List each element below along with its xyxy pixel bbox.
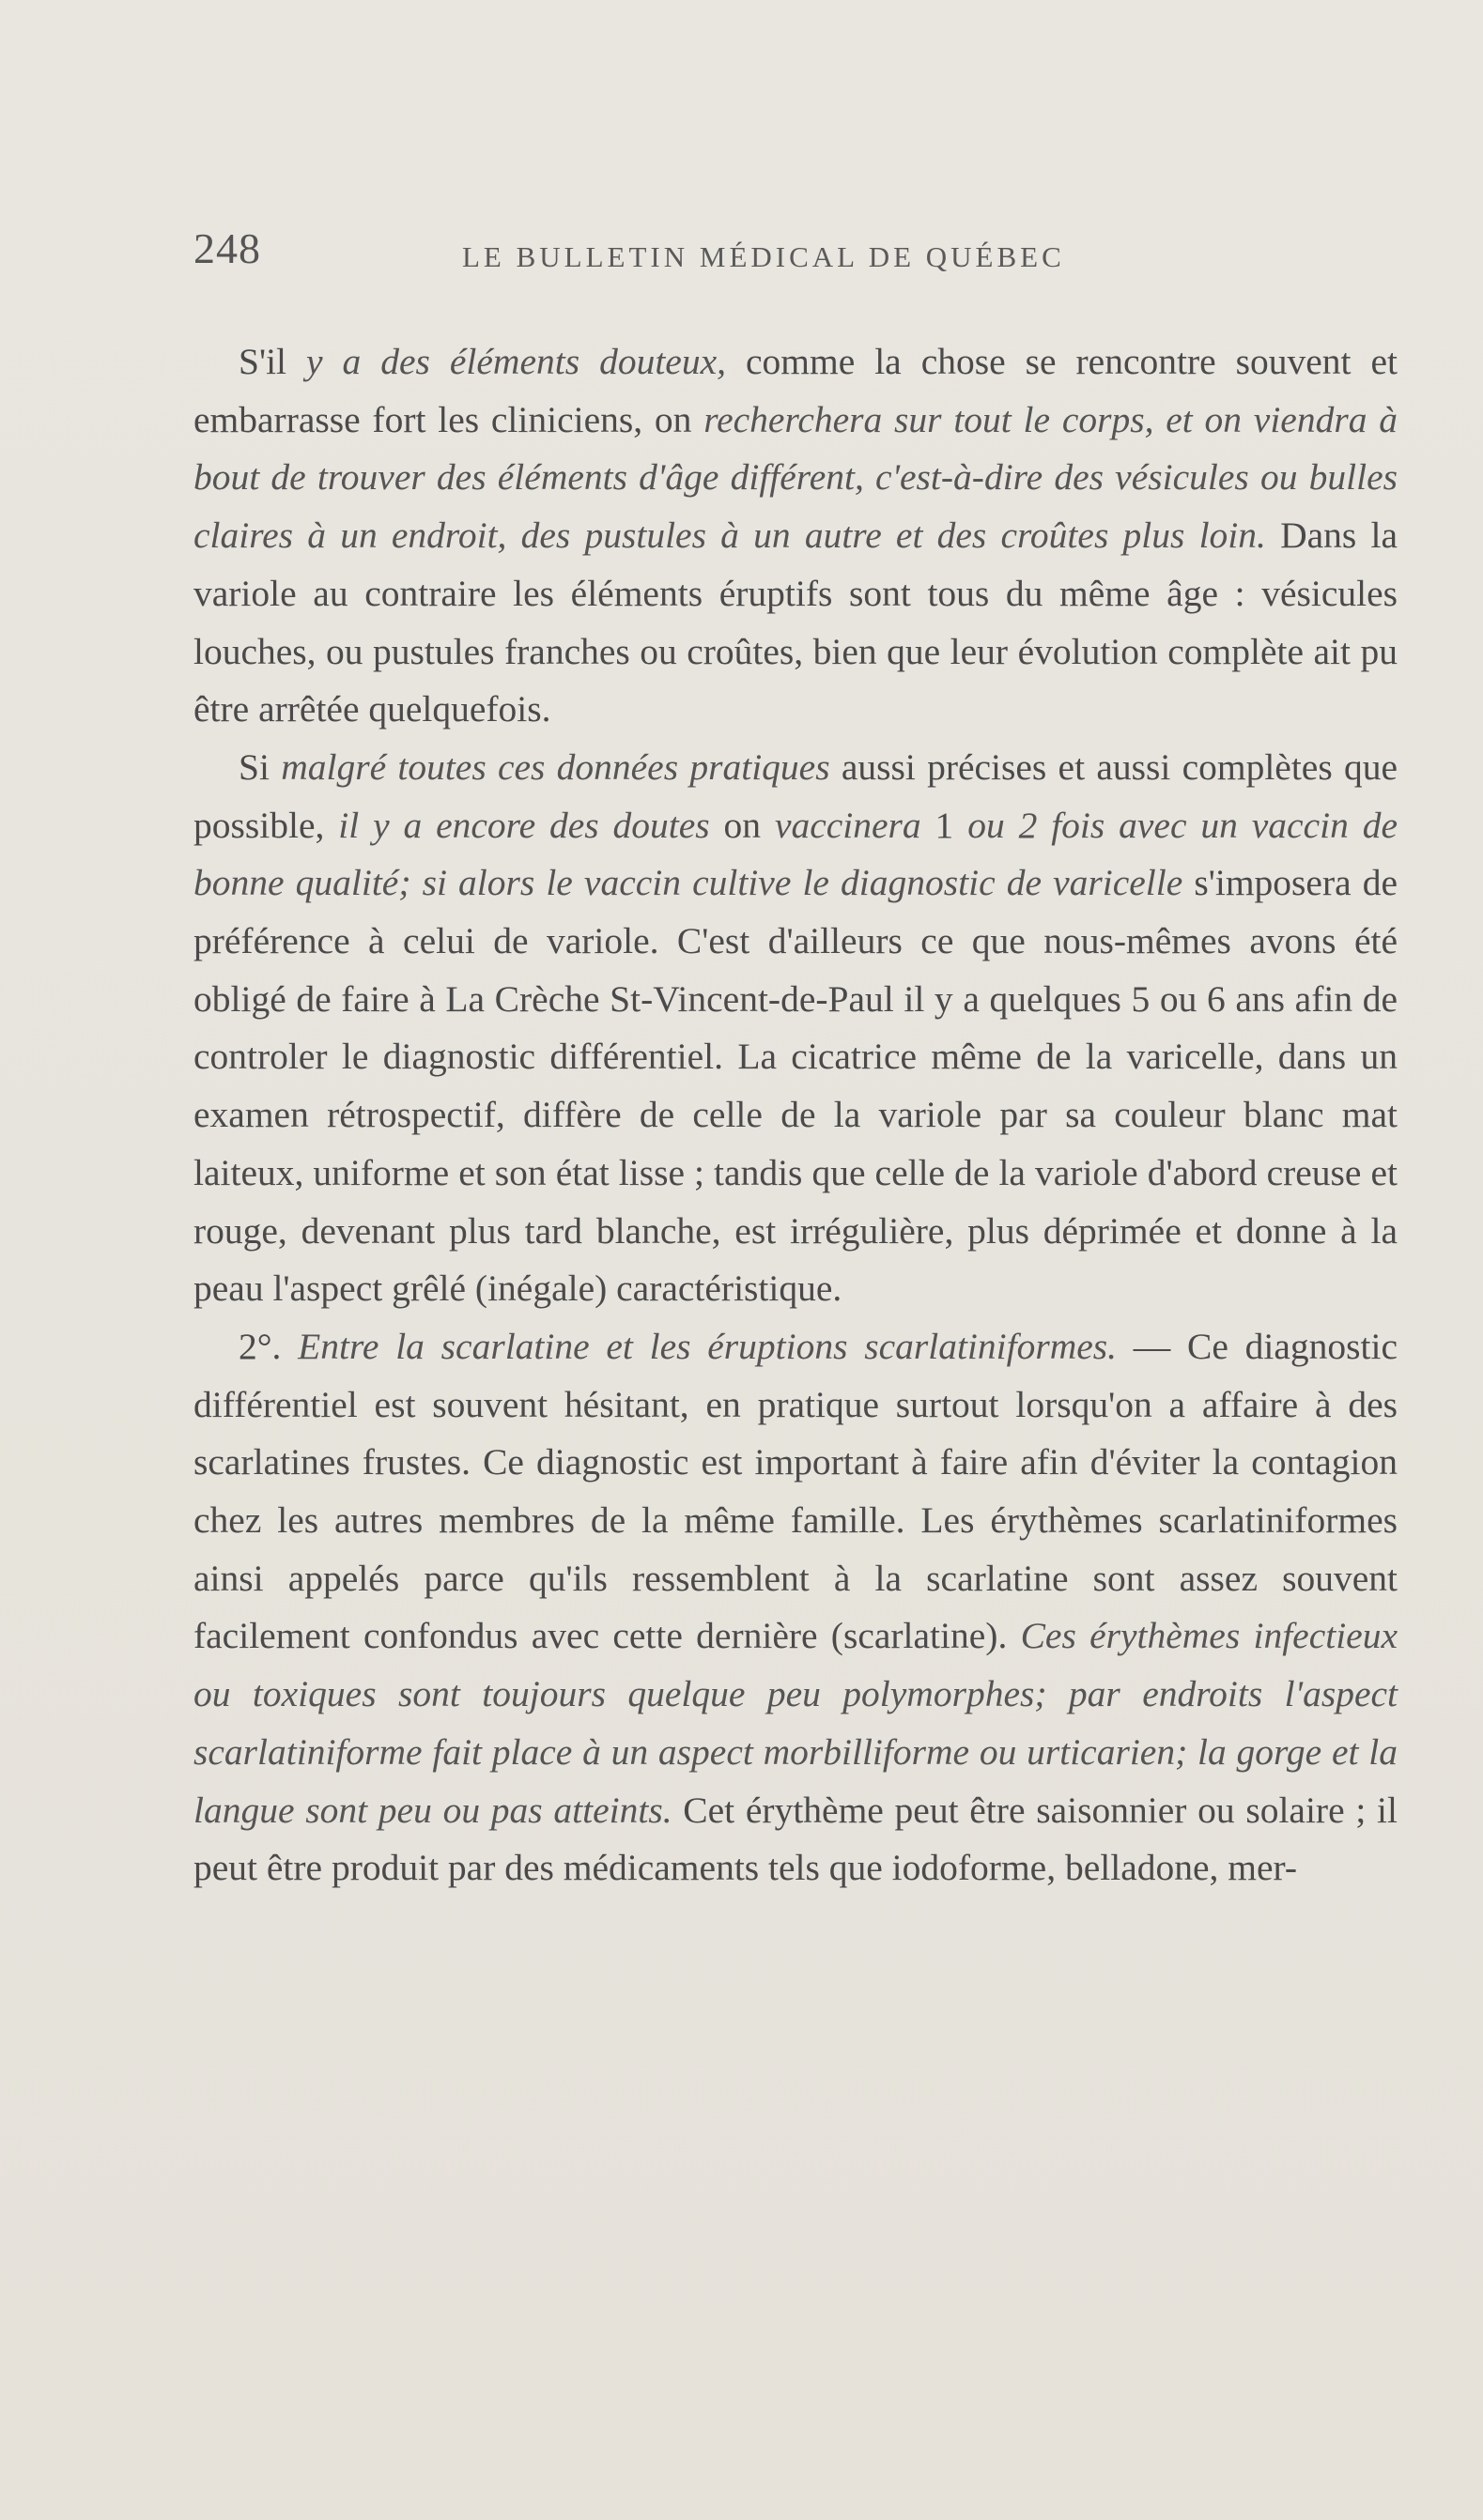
running-title: LE BULLETIN MÉDICAL DE QUÉBEC: [462, 240, 1065, 273]
body-text: [193, 333, 1398, 1898]
italic-segment: recherchera sur tout le corps, et on viendra à bout de trouver des éléments d'âge différent, c'est-à-dire des vésicules ou bulles claires à un endroit, des pustules à un autre et des croûtes plus loin.: [193, 398, 1398, 557]
text-segment: 2°.: [239, 1325, 299, 1367]
italic-segment: Ces érythèmes infectieux ou toxiques sont toujours quelque peu polymorphes; par endroits l'aspect scarlatiniforme fait place à un aspect morbilliforme ou urticarien; la gorge et la langue sont peu ou pas atteints.: [193, 1615, 1398, 1831]
paragraph: [193, 739, 1398, 1318]
text-segment: comme la chose se rencontre souvent et embarrasse fort les cliniciens, on: [193, 341, 1398, 440]
text-segment: Dans la variole au contraire les éléments éruptifs sont tous du même âge : vésicules louches, ou pustules franches ou croûtes, bien que leur évolution complète ait pu être arrêtée quelquefois.: [193, 515, 1398, 730]
italic-segment: il y a encore des doutes: [338, 804, 710, 846]
italic-segment: ou 2 fois avec un vaccin de bonne qualité; si alors le vaccin cultive le diagnostic de varicelle: [193, 804, 1398, 904]
page-number: 248: [193, 224, 261, 272]
text-segment: on: [709, 804, 775, 846]
text-segment: aussi précises et aussi complètes que possible,: [193, 745, 1398, 846]
italic-segment: Entre la scarlatine et les éruptions scarlatiniformes.: [298, 1325, 1118, 1367]
text-segment: 1: [920, 804, 968, 846]
text-segment: Si: [239, 745, 282, 788]
text-segment: S'il: [239, 341, 307, 382]
italic-segment: vaccinera: [774, 804, 921, 846]
italic-segment: y a des éléments douteux,: [306, 341, 726, 382]
text-segment: s'imposera de préférence à celui de variole. C'est d'ailleurs ce que nous-mêmes avons été obligé de faire à La Crèche St-Vincent-de-Paul il y a quelques 5 ou 6 ans afin de controler le diagnostic différentiel. La cicatrice même de la varicelle, dans un examen rétrospectif, diffère de celle de la variole par sa couleur blanc mat laiteux, uniforme et son état lisse ; tandis que celle de la variole d'abord creuse et rouge, devenant plus tard blanche, est irrégulière, plus déprimée et donne à la peau l'aspect grêlé (inégale) caractéristique.: [193, 862, 1398, 1310]
paragraph: [193, 333, 1398, 739]
page-header: [193, 223, 1133, 280]
text-segment: — Ce diagnostic différentiel est souvent hésitant, en pratique surtout lorsqu'on a affaire à des scarlatines frustes. Ce diagnostic est important à faire afin d'éviter la contagion chez les autres membres de la même famille. Les érythèmes scarlatiniformes ainsi appelés parce qu'ils ressemblent à la scarlatine sont assez souvent facilement confondus avec cette dernière (scarlatine).: [193, 1325, 1398, 1657]
paragraph: [193, 1318, 1398, 1898]
italic-segment: malgré toutes ces données pratiques: [281, 745, 830, 788]
text-segment: Cet érythème peut être saisonnier ou solaire ; il peut être produit par des médicaments tels que iodoforme, belladone, mer-: [193, 1789, 1398, 1889]
